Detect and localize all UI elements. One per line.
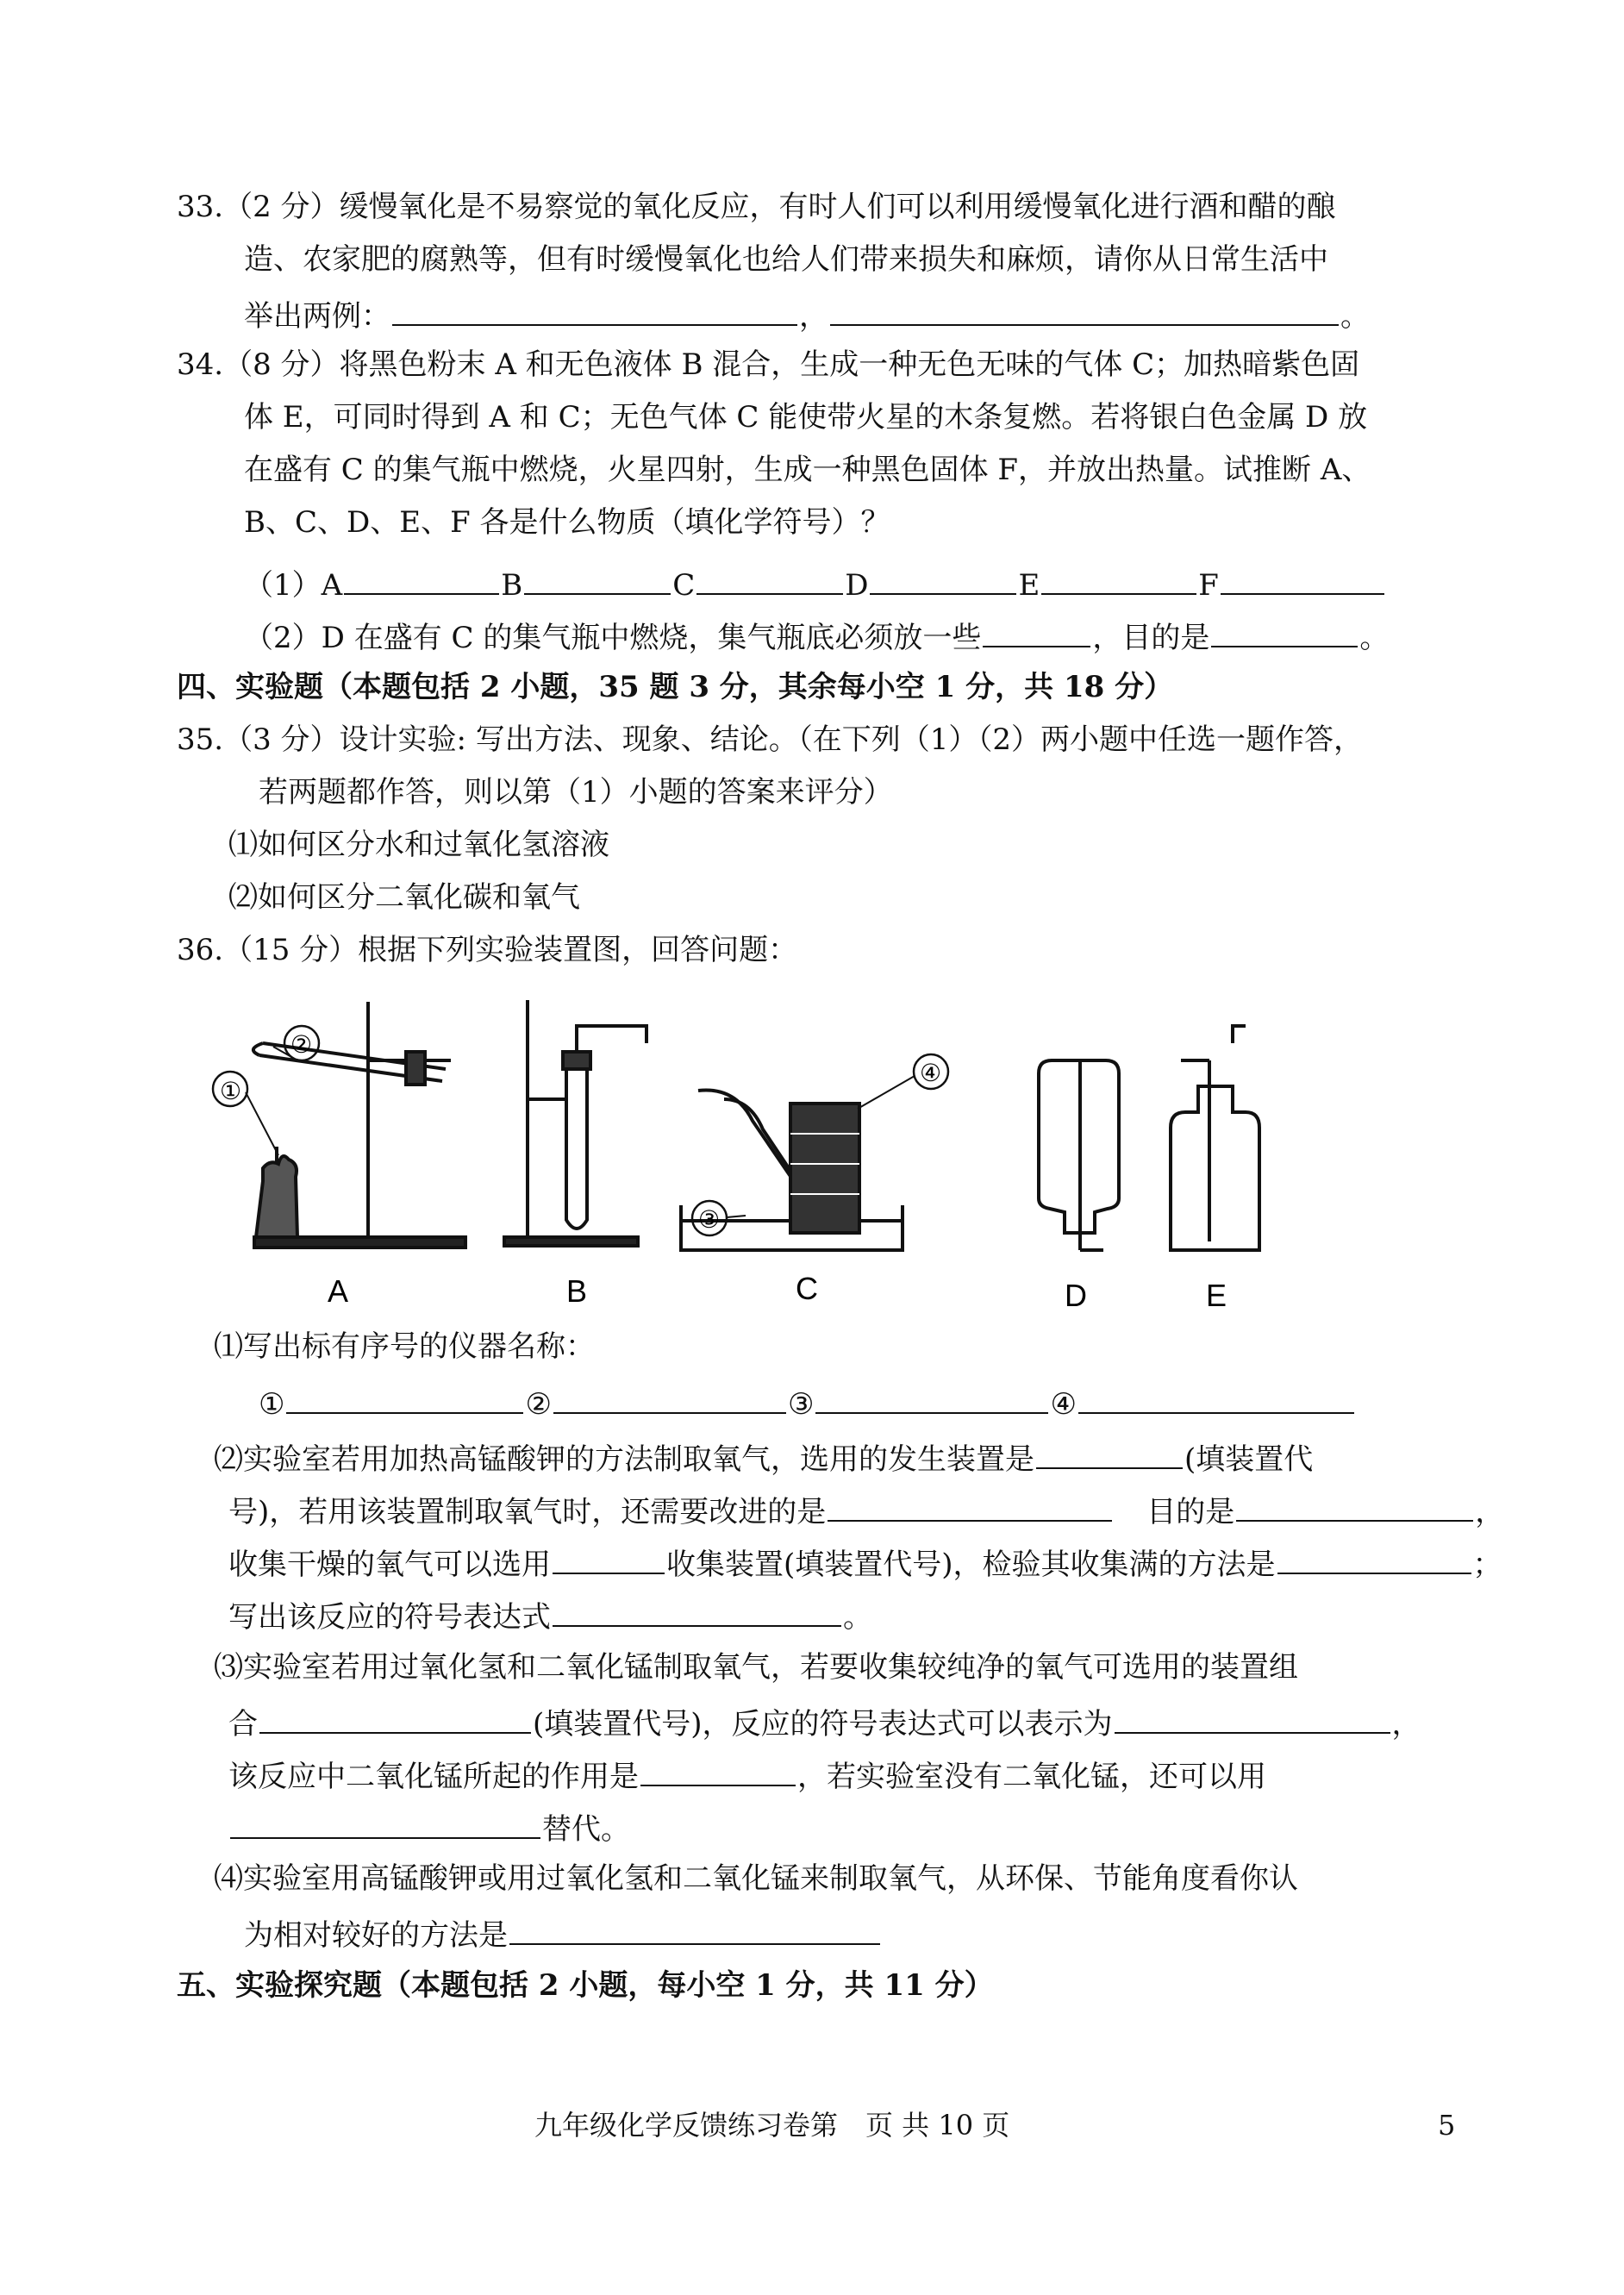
q36-blank-1[interactable] — [286, 1381, 523, 1414]
apparatus-a — [213, 1002, 465, 1248]
q36-p3-blank-combo[interactable] — [259, 1701, 531, 1734]
q33-prompt: 举出两例： — [244, 299, 390, 334]
q36-p2-period: 。 — [843, 1600, 872, 1635]
q36-part2-line2 — [228, 1489, 1504, 1531]
q36-p4-blank-method[interactable] — [509, 1912, 880, 1945]
q36-part1-prompt: ⑴写出标有序号的仪器名称： — [214, 1329, 595, 1364]
q36-p2-blank-improve[interactable] — [828, 1489, 1112, 1522]
q34-part2 — [244, 615, 1389, 657]
q36-p2-blank-purpose[interactable] — [1236, 1489, 1473, 1522]
q35-line1: 35.（3 分）设计实验: 写出方法、现象、结论。（在下列（1）（2）两小题中任选一题作答， — [177, 722, 1364, 757]
q36-p2-text-7: 写出该反应的符号表达式 — [228, 1600, 551, 1635]
q34-label-b: B — [501, 568, 523, 603]
q36-part4-line2 — [244, 1912, 882, 1954]
q33-line3 — [244, 293, 1370, 335]
q36-part3-line2 — [228, 1701, 1421, 1743]
q34-p2-blank-1[interactable] — [983, 615, 1090, 647]
q36-p4-text: 为相对较好的方法是 — [244, 1918, 508, 1953]
marker-3: ③ — [698, 1205, 721, 1234]
q36-p2-blank-device[interactable] — [1036, 1436, 1183, 1469]
q36-p2-blank-check[interactable] — [1277, 1541, 1471, 1574]
q36-p2-text-2: (填装置代 — [1184, 1442, 1314, 1477]
q36-p2-text-1: ⑵实验室若用加热高锰酸钾的方法制取氧气，选用的发生装置是 — [214, 1442, 1034, 1477]
apparatus-d — [1039, 1060, 1119, 1250]
q36-p3-blank-substitute[interactable] — [230, 1806, 540, 1839]
label-b: B — [566, 1273, 588, 1309]
marker-4: ④ — [920, 1059, 942, 1087]
q36-p2-semicolon: ； — [1472, 1548, 1502, 1582]
q34-label-d: D — [845, 568, 869, 603]
q33-line2: 造、农家肥的腐熟等，但有时缓慢氧化也给人们带来损失和麻烦，请你从日常生活中 — [244, 242, 1328, 277]
q36-p2-comma: ， — [1475, 1495, 1505, 1529]
section-5-heading: 五、实验探究题（本题包括 2 小题，每小空 1 分，共 11 分） — [177, 1968, 994, 2003]
label-d: D — [1065, 1278, 1087, 1313]
apparatus-figure — [177, 991, 1366, 1319]
q34-label-f: F — [1198, 568, 1219, 603]
label-c: C — [796, 1271, 818, 1306]
q36-p3-text-3: 该反应中二氧化锰所起的作用是 — [228, 1760, 639, 1794]
q36-title: 36.（15 分）根据下列实验装置图，回答问题： — [177, 933, 798, 967]
q34-label-c: C — [672, 568, 696, 603]
q36-blank-2[interactable] — [553, 1381, 786, 1414]
q34-part1 — [244, 562, 1386, 604]
q36-p3-text-2: (填装置代号)，反应的符号表达式可以表示为 — [533, 1707, 1113, 1742]
label-a: A — [328, 1273, 349, 1309]
q34-blank-b[interactable] — [524, 562, 671, 595]
q36-blank-3[interactable] — [815, 1381, 1048, 1414]
q33-answer-blank-1[interactable] — [392, 293, 797, 326]
q33-period: 。 — [1340, 299, 1370, 334]
q36-blank-4[interactable] — [1078, 1381, 1354, 1414]
q36-p3-comma: ， — [1391, 1707, 1421, 1742]
q34-line3: 在盛有 C 的集气瓶中燃烧，火星四射，生成一种黑色固体 F，并放出热量。试推断 A、 — [244, 453, 1371, 487]
section-4-heading: 四、实验题（本题包括 2 小题，35 题 3 分，其余每小空 1 分，共 18 分） — [177, 670, 1174, 704]
q34-blank-a[interactable] — [344, 562, 499, 595]
marker-1: ① — [220, 1077, 242, 1105]
q34-label-a: （1）A — [244, 568, 343, 603]
q36-p3-text-4: ，若实验室没有二氧化锰，还可以用 — [797, 1760, 1266, 1794]
q36-p3-text-1: 合 — [228, 1707, 258, 1742]
q33-answer-blank-2[interactable] — [830, 293, 1339, 326]
q36-p3-text-5: 替代。 — [542, 1812, 630, 1847]
page-footer: 九年级化学反馈练习卷第 页 共 10 页 — [534, 2109, 1010, 2142]
q34-p2-text-2: ，目的是 — [1092, 621, 1210, 655]
q35-option-1: ⑴如何区分水和过氧化氢溶液 — [228, 828, 609, 862]
q36-part3-line3 — [228, 1754, 1266, 1796]
q36-part3-line4 — [228, 1806, 630, 1848]
q34-blank-d[interactable] — [870, 562, 1016, 595]
page-number: 5 — [1438, 2109, 1456, 2142]
q36-part2-line1 — [214, 1436, 1313, 1479]
q33-comma: ， — [799, 299, 828, 334]
q36-p2-text-4: 目的是 — [1146, 1495, 1235, 1529]
q36-part3-line1: ⑶实验室若用过氧化氢和二氧化锰制取氧气，若要收集较纯净的氧气可选用的装置组 — [214, 1650, 1298, 1685]
q36-p2-text-6: 收集装置(填装置代号)，检验其收集满的方法是 — [666, 1548, 1276, 1582]
q34-p2-period: 。 — [1359, 621, 1390, 655]
apparatus-c — [681, 1054, 948, 1250]
q35-option-2: ⑵如何区分二氧化碳和氧气 — [228, 880, 580, 915]
q36-p2-text-5: 收集干燥的氧气可以选用 — [228, 1548, 551, 1582]
q33-line1: 33.（2 分）缓慢氧化是不易察觉的氧化反应，有时人们可以利用缓慢氧化进行酒和醋的酿 — [177, 190, 1336, 224]
q34-blank-e[interactable] — [1041, 562, 1196, 595]
q36-part1-blanks — [259, 1381, 1356, 1423]
q34-blank-f[interactable] — [1221, 562, 1384, 595]
apparatus-e — [1171, 1026, 1259, 1250]
q36-num-3: ③ — [787, 1387, 815, 1422]
q36-num-2: ② — [525, 1387, 552, 1422]
q34-p2-blank-2[interactable] — [1211, 615, 1358, 647]
q36-num-4: ④ — [1050, 1387, 1077, 1422]
q36-p3-blank-role[interactable] — [640, 1754, 796, 1786]
q34-line4: B、C、D、E、F 各是什么物质（填化学符号）？ — [244, 505, 890, 540]
apparatus-b — [504, 1000, 646, 1246]
q34-line1: 34.（8 分）将黑色粉末 A 和无色液体 B 混合，生成一种无色无味的气体 C；加热暗紫色固 — [177, 347, 1360, 382]
marker-2: ② — [290, 1030, 313, 1059]
q35-line2: 若两题都作答，则以第（1）小题的答案来评分） — [259, 775, 893, 810]
q36-p2-blank-collect[interactable] — [553, 1541, 665, 1574]
q34-blank-c[interactable] — [696, 562, 843, 595]
q36-p2-text-3: 号)，若用该装置制取氧气时，还需要改进的是 — [228, 1495, 827, 1529]
q34-label-e: E — [1018, 568, 1040, 603]
q36-part4-line1: ⑷实验室用高锰酸钾或用过氧化氢和二氧化锰来制取氧气，从环保、节能角度看你认 — [214, 1861, 1298, 1896]
label-e: E — [1206, 1278, 1227, 1313]
q34-p2-text: （2）D 在盛有 C 的集气瓶中燃烧，集气瓶底必须放一些 — [244, 621, 982, 655]
q34-line2: 体 E，可同时得到 A 和 C；无色气体 C 能使带火星的木条复燃。若将银白色金属 D 放 — [244, 400, 1368, 435]
q36-num-1: ① — [259, 1387, 285, 1422]
q36-p2-blank-equation[interactable] — [553, 1594, 841, 1627]
q36-p3-blank-equation[interactable] — [1115, 1701, 1390, 1734]
q36-part2-line3 — [228, 1541, 1502, 1584]
q36-part2-line4 — [228, 1594, 872, 1636]
